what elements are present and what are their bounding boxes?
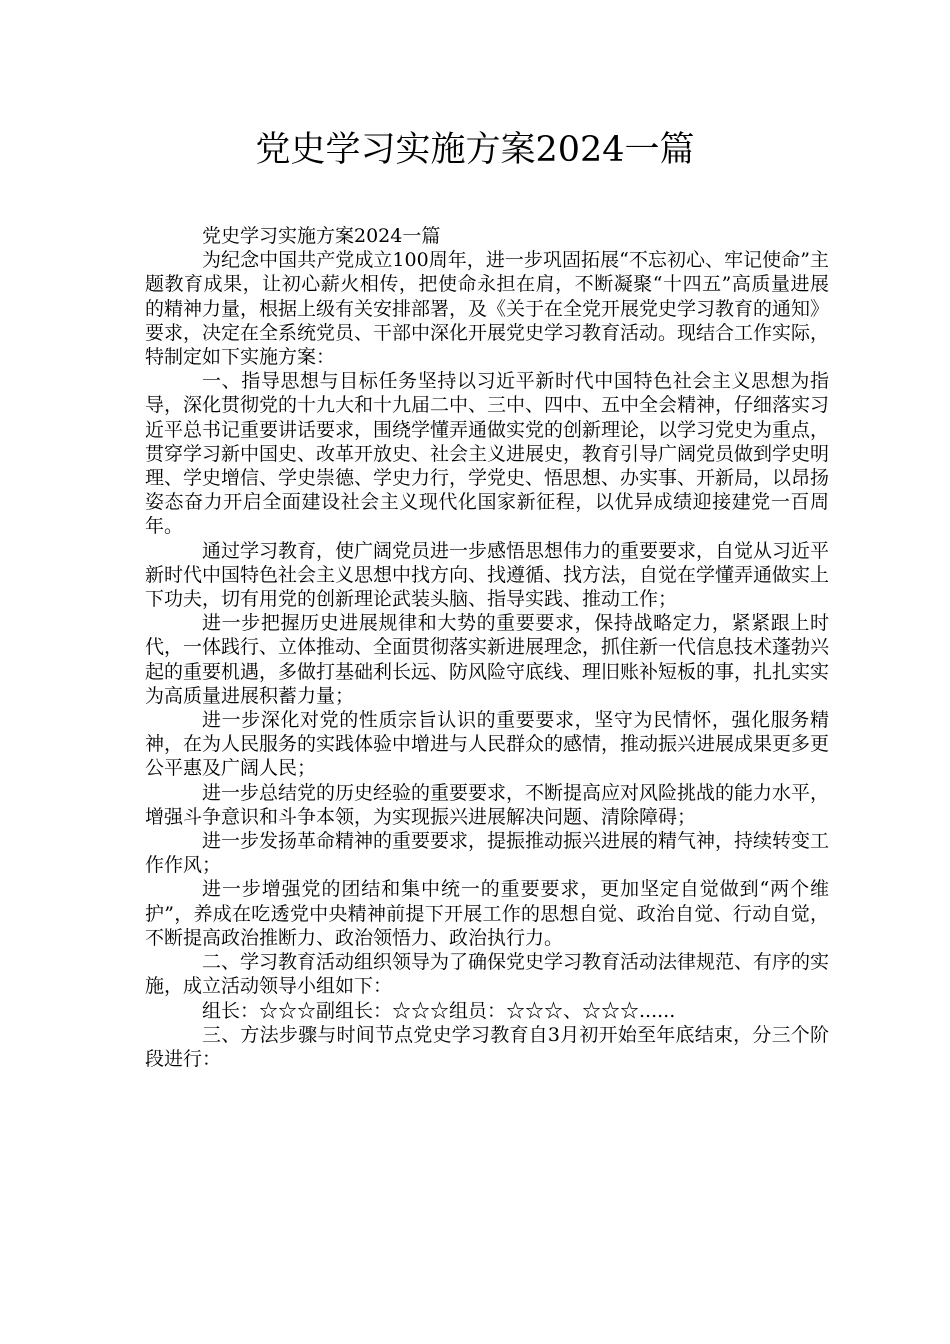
paragraph-goal-5: 进一步发扬革命精神的重要要求，提振推动振兴进展的精气神，持续转变工作作风；	[145, 830, 830, 877]
paragraph-section-1: 一、指导思想与目标任务坚持以习近平新时代中国特色社会主义思想为指导，深化贯彻党的十九大和十九届二中、三中、四中、五中全会精神，仔细落实习近平总书记重要讲话要求，围绕学懂弄通做实党的创新理论，以学习党史为重点，贯穿学习新中国史、改革开放史、社会主义进展史，教育引导广阔党员做到学史明理、学史增信、学史崇德、学史力行，学党史、悟思想、办实事、开新局，以昂扬姿态奋力开启全面建设社会主义现代化国家新征程，以优异成绩迎接建党一百周年。	[145, 370, 830, 538]
paragraph-goal-6: 进一步增强党的团结和集中统一的重要要求，更加坚定自觉做到“两个维护”，养成在吃透党中央精神前提下开展工作的思想自觉、政治自觉、行动自觉，不断提高政治推断力、政治领悟力、政治执行力。	[145, 878, 829, 949]
document-title: 党史学习实施方案2024一篇	[255, 130, 695, 170]
paragraph-subtitle: 党史学习实施方案2024一篇	[202, 225, 441, 247]
paragraph-intro: 为纪念中国共产党成立100周年，进一步巩固拓展“不忘初心、牢记使命”主题教育成果，让初心薪火相传，把使命永担在肩，不断凝聚“十四五”高质量进展的精神力量，根据上级有关安排部署，及《关于在全党开展党史学习教育的通知》要求，决定在全系统党员、干部中深化开展党史学习教育活动。现结合工作实际，特制定如下实施方案：	[145, 249, 830, 369]
paragraph-leadership-list: 组长：☆☆☆副组长：☆☆☆组员：☆☆☆、☆☆☆......	[202, 999, 676, 1022]
paragraph-section-2: 二、学习教育活动组织领导为了确保党史学习教育活动法律规范、有序的实施，成立活动领导小组如下：	[145, 951, 830, 998]
paragraph-goal-2: 进一步把握历史进展规律和大势的重要要求，保持战略定力，紧紧跟上时代，一体践行、立体推动、全面贯彻落实新进展理念，抓住新一代信息技术蓬勃兴起的重要机遇，多做打基础利长远、防风险守底线、理旧账补短板的事，扎扎实实为高质量进展积蓄力量；	[145, 612, 830, 707]
paragraph-goal-1: 通过学习教育，使广阔党员进一步感悟思想伟力的重要要求，自觉从习近平新时代中国特色社会主义思想中找方向、找遵循、找方法，自觉在学懂弄通做实上下功夫，切有用党的创新理论武装头脑、指导实践、推动工作；	[145, 539, 830, 611]
paragraph-goal-4: 进一步总结党的历史经验的重要要求，不断提高应对风险挑战的能力水平，增强斗争意识和斗争本领，为实现振兴进展解决问题、清除障碍；	[145, 781, 830, 828]
paragraph-section-3: 三、方法步骤与时间节点党史学习教育自3月初开始至年底结束，分三个阶段进行：	[145, 1023, 829, 1070]
paragraph-goal-3: 进一步深化对党的性质宗旨认识的重要要求，坚守为民情怀，强化服务精神，在为人民服务的实践体验中增进与人民群众的感情，推动振兴进展成果更多更公平惠及广阔人民；	[145, 709, 830, 780]
document-body	[145, 224, 829, 1071]
